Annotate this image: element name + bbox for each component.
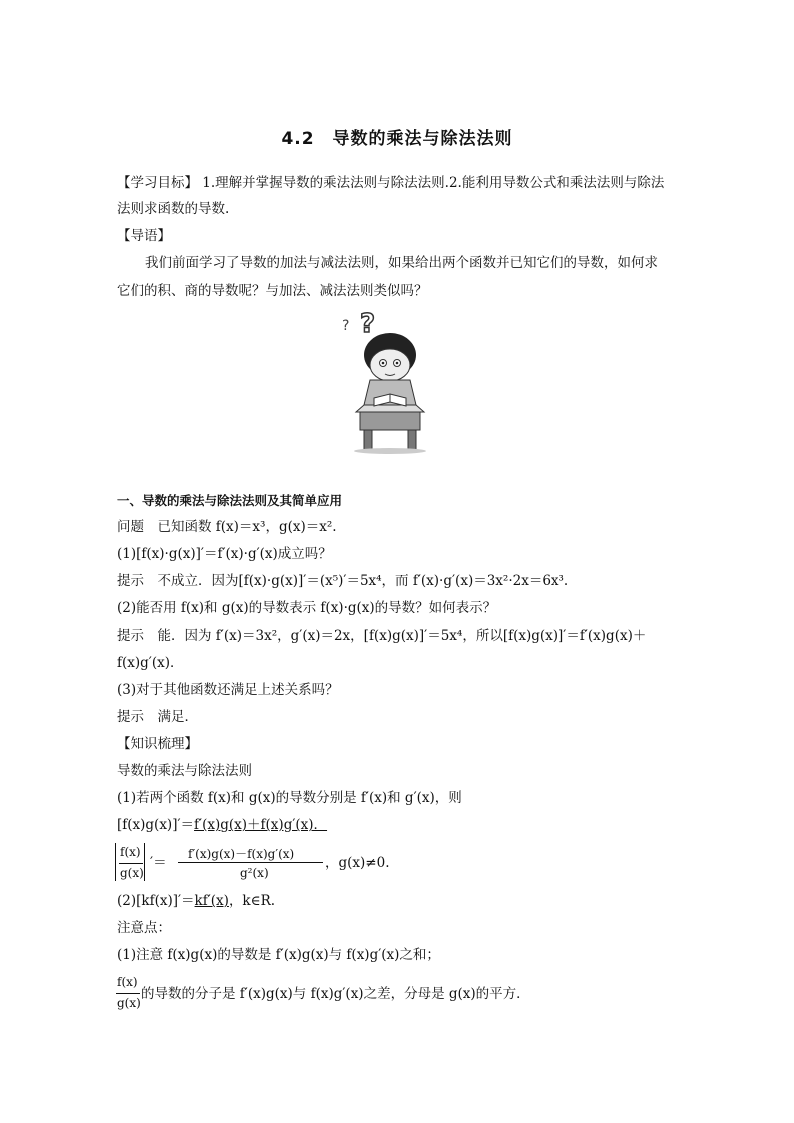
question-1: (1)[f(x)·g(x)]′＝f′(x)·g′(x)成立吗？	[117, 546, 332, 562]
scalar-rule-condition: ，k∈R.	[228, 893, 276, 909]
hint-2-line1: 提示 能．因为 f′(x)＝3x²，g′(x)＝2x，[f(x)g(x)]′＝5x⁴，所以[f(x)g(x)]′＝f′(x)g(x)＋	[117, 628, 647, 644]
hint-1: 提示 不成立．因为[f(x)·g(x)]′＝(x⁵)′＝5x⁴，而 f′(x)·g′(x)＝3x²·2x＝6x³.	[117, 573, 569, 589]
section1-heading: 一、导数的乘法与除法法则及其简单应用	[117, 493, 343, 508]
intro-line1: 我们前面学习了导数的加法与减法法则，如果给出两个函数并已知它们的导数，如何求	[145, 255, 658, 271]
quotient-lhs-bar	[119, 863, 143, 864]
svg-text:?: ?	[342, 318, 350, 334]
svg-text:?: ?	[360, 310, 376, 339]
learning-goals-line1: 【学习目标】 1.理解并掌握导数的乘法法则与除法法则.2.能利用导数公式和乘法法则与除法	[117, 175, 665, 191]
quotient-rhs-denominator: g²(x)	[240, 866, 269, 880]
question-3: (3)对于其他函数还满足上述关系吗？	[117, 682, 339, 698]
quotient-rhs-bar	[178, 862, 323, 863]
product-rule-answer: f′(x)g(x)＋f(x)g′(x)．	[194, 817, 328, 833]
note-2-numerator: f(x)	[117, 975, 138, 989]
thinking-boy-illustration	[330, 310, 450, 455]
hint-2-line2: f(x)g′(x)．	[117, 655, 184, 671]
product-rule-left: [f(x)g(x)]′＝	[117, 817, 195, 833]
note-1: (1)注意 f(x)g(x)的导数是 f′(x)g(x)与 f(x)g′(x)之和；	[117, 947, 440, 963]
notes-heading: 注意点：	[117, 920, 171, 936]
learning-goals-line2: 法则求函数的导数.	[117, 201, 230, 217]
knowledge-heading: 【知识梳理】	[117, 736, 198, 752]
quotient-lhs-denominator: g(x)	[120, 866, 144, 880]
quotient-lhs-numerator: f(x)	[120, 845, 141, 859]
knowledge-subheading: 导数的乘法与除法法则	[117, 763, 252, 779]
scalar-rule-answer: kf′(x)	[194, 893, 229, 909]
product-rule	[117, 816, 327, 834]
page-title: 4.2 导数的乘法与除法法则	[281, 129, 513, 149]
scalar-rule	[117, 892, 275, 910]
hint-3: 提示 满足．	[117, 709, 198, 725]
scalar-rule-left: (2)[kf(x)]′＝	[117, 893, 195, 909]
rule-1-intro: (1)若两个函数 f(x)和 g(x)的导数分别是 f′(x)和 g′(x)，则	[117, 790, 462, 806]
quotient-prime-equals: ′＝	[150, 855, 167, 871]
note-2-denominator: g(x)	[117, 996, 141, 1010]
quotient-condition: ，g(x)≠0.	[325, 855, 390, 871]
note-2-text: 的导数的分子是 f′(x)g(x)与 f(x)g′(x)之差，分母是 g(x)的平方．	[141, 986, 530, 1002]
quotient-rhs-numerator: f′(x)g(x)－f(x)g′(x)	[188, 847, 295, 861]
intro-heading: 【导语】	[117, 228, 171, 244]
question-2: (2)能否用 f(x)和 g(x)的导数表示 f(x)·g(x)的导数？如何表示？	[117, 600, 497, 616]
problem-statement: 问题 已知函数 f(x)＝x³，g(x)＝x².	[117, 519, 337, 535]
intro-line2: 它们的积、商的导数呢？与加法、减法法则类似吗？	[117, 283, 428, 299]
note-2-bar	[116, 993, 140, 994]
